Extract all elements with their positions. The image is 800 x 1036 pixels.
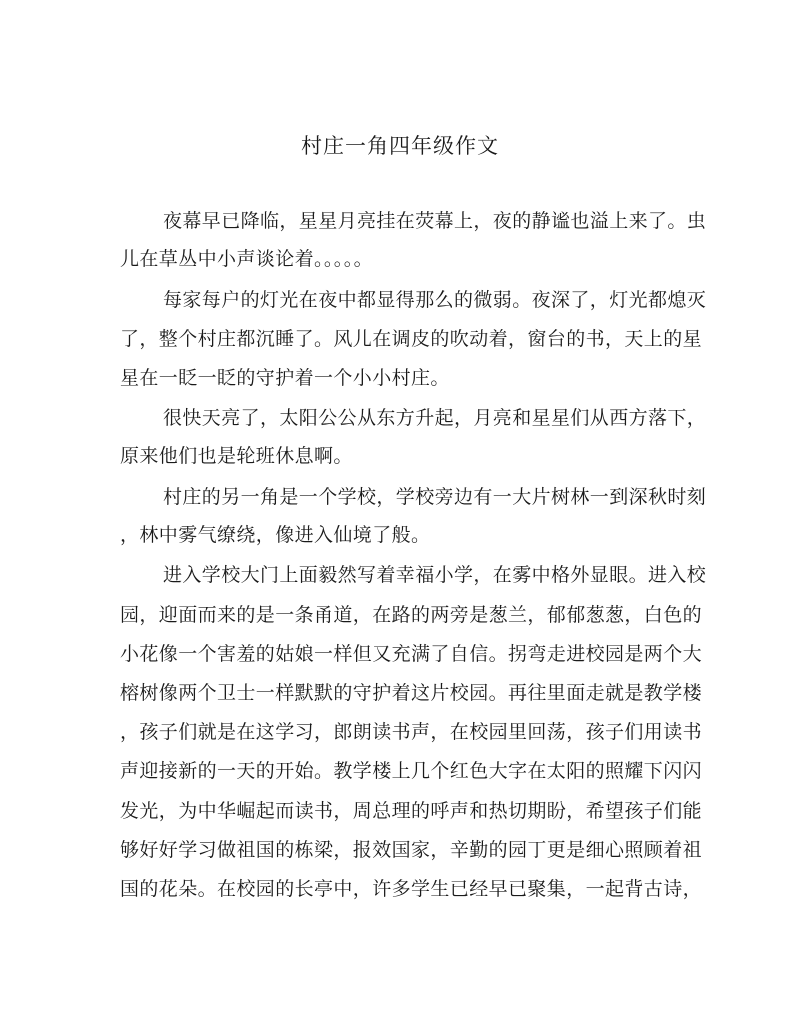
paragraph-line-17: 够好好学习做祖国的栋梁，报效国家，辛勤的园丁更是细心照顾着祖 xyxy=(120,839,703,861)
paragraph-line-10: 进入学校大门上面毅然写着幸福小学，在雾中格外显眼。进入校 xyxy=(163,564,707,586)
paragraph-line-12: 小花像一个害羞的姑娘一样但又充满了自信。拐弯走进校园是两个大 xyxy=(120,643,703,665)
paragraph-line-18: 国的花朵。在校园的长亭中，许多学生已经早已聚集，一起背古诗， xyxy=(120,878,703,900)
paragraph-line-9: ，林中雾气缭绕，像进入仙境了般。 xyxy=(120,524,431,546)
paragraph-line-6: 很快天亮了，太阳公公从东方升起，月亮和星星们从西方落下， xyxy=(163,407,707,429)
paragraph-line-1: 夜幕早已降临，星星月亮挂在荧幕上，夜的静谧也溢上来了。虫 xyxy=(163,210,707,232)
paragraph-line-13: 榕树像两个卫士一样默默的守护着这片校园。再往里面走就是教学楼 xyxy=(120,682,703,704)
paragraph-line-16: 发光，为中华崛起而读书，周总理的呼声和热切期盼，希望孩子们能 xyxy=(120,800,703,822)
paragraph-line-14: ，孩子们就是在这学习，郎朗读书声，在校园里回荡，孩子们用读书 xyxy=(120,721,703,743)
paragraph-line-3: 每家每户的灯光在夜中都显得那么的微弱。夜深了，灯光都熄灭 xyxy=(163,289,707,311)
document-title: 村庄一角四年级作文 xyxy=(301,134,499,158)
paragraph-line-5: 星在一眨一眨的守护着一个小小村庄。 xyxy=(120,367,450,389)
paragraph-line-8: 村庄的另一角是一个学校，学校旁边有一大片树林一到深秋时刻 xyxy=(163,486,707,508)
paragraph-line-4: 了，整个村庄都沉睡了。风儿在调皮的吹动着，窗台的书，天上的星 xyxy=(120,328,703,350)
paragraph-line-2: 儿在草丛中小声谈论着。。。。。 xyxy=(120,248,374,270)
paragraph-line-11: 园，迎面而来的是一条甬道，在路的两旁是葱兰，郁郁葱葱，白色的 xyxy=(120,604,703,626)
paragraph-line-15: 声迎接新的一天的开始。教学楼上几个红色大字在太阳的照耀下闪闪 xyxy=(120,760,703,782)
paragraph-line-7: 原来他们也是轮班休息啊。 xyxy=(120,445,353,467)
